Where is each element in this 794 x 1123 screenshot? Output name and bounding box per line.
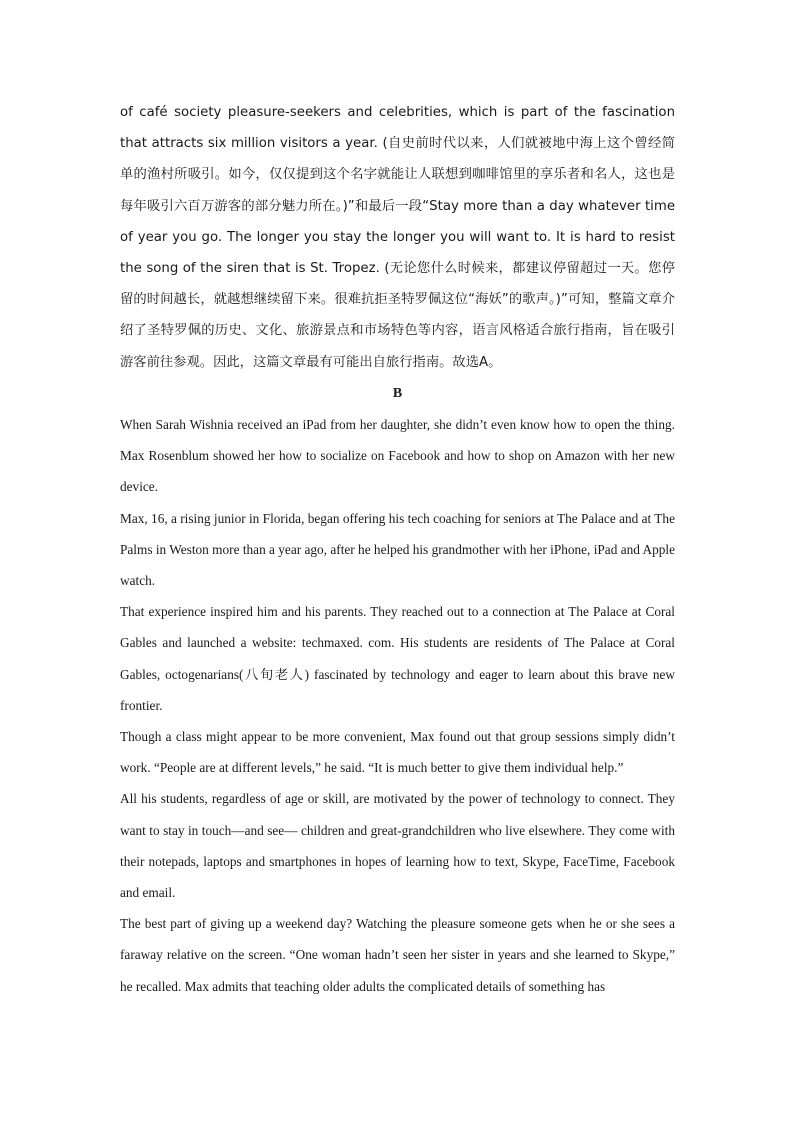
passage-paragraph-5: All his students, regardless of age or skill, are motivated by the power of technology to connect. They want to stay in touch—and see— children and great-grandchildren who live elsewhere. They come with their notepads, laptops and smartphones in hopes of learning how to text, Skype, FaceTime, Facebook and email.: [120, 791, 675, 901]
document-page: [120, 97, 675, 1002]
passage-paragraph-4: Though a class might appear to be more convenient, Max found out that group sessions simply didn’t work. “People are at different levels,” he said. “It is much better to give them individual help.”: [120, 729, 675, 776]
section-heading: B: [392, 385, 403, 401]
passage-paragraph-2: Max, 16, a rising junior in Florida, began offering his tech coaching for seniors at The Palace and at The Palms in Weston more than a year ago, after he helped his grandmother with her iPhone, iPad and Apple watch.: [120, 510, 675, 589]
answer-analysis-paragraph: of café society pleasure-seekers and celebrities, which is part of the fascination that attracts six million visitors a year. (自史前时代以来，人们就被地中海上这个曾经简单的渔村所吸引。如今，仅仅提到这个名字就能让人联想到咖啡馆里的享乐者和名人，这也是每年吸引六百万游客的部分魅力所在。)”和最后一段“Stay more than a day whatever time of year you go. The longer you stay the longer you will want to. It is hard to resist the song of the siren that is St. Tropez. (无论您什么时候来，都建议停留超过一天。您停留的时间越长，就越想继续留下来。很难抗拒圣特罗佩这位“海妖”的歌声。)”可知，整篇文章介绍了圣特罗佩的历史、文化、旅游景点和市场特色等内容，语言风格适合旅行指南，旨在吸引游客前往参观。因此，这篇文章最有可能出自旅行指南。故选A。: [120, 105, 675, 370]
passage-paragraph-1: When Sarah Wishnia received an iPad from her daughter, she didn’t even know how to open the thing. Max Rosenblum showed her how to socialize on Facebook and how to shop on Amazon with her new device.: [120, 417, 675, 495]
passage-paragraph-3: That experience inspired him and his parents. They reached out to a connection at The Palace at Coral Gables and launched a website: techmaxed. com. His students are residents of The Palace at Coral Gables, octogenarians(八旬老人) fascinated by technology and eager to learn about this brave new frontier.: [120, 604, 675, 713]
passage-paragraph-6: The best part of giving up a weekend day? Watching the pleasure someone gets when he or she sees a faraway relative on the screen. “One woman hadn’t seen her sister in years and she learned to Skype,” he recalled. Max admits that teaching older adults the complicated details of something has: [120, 916, 675, 994]
